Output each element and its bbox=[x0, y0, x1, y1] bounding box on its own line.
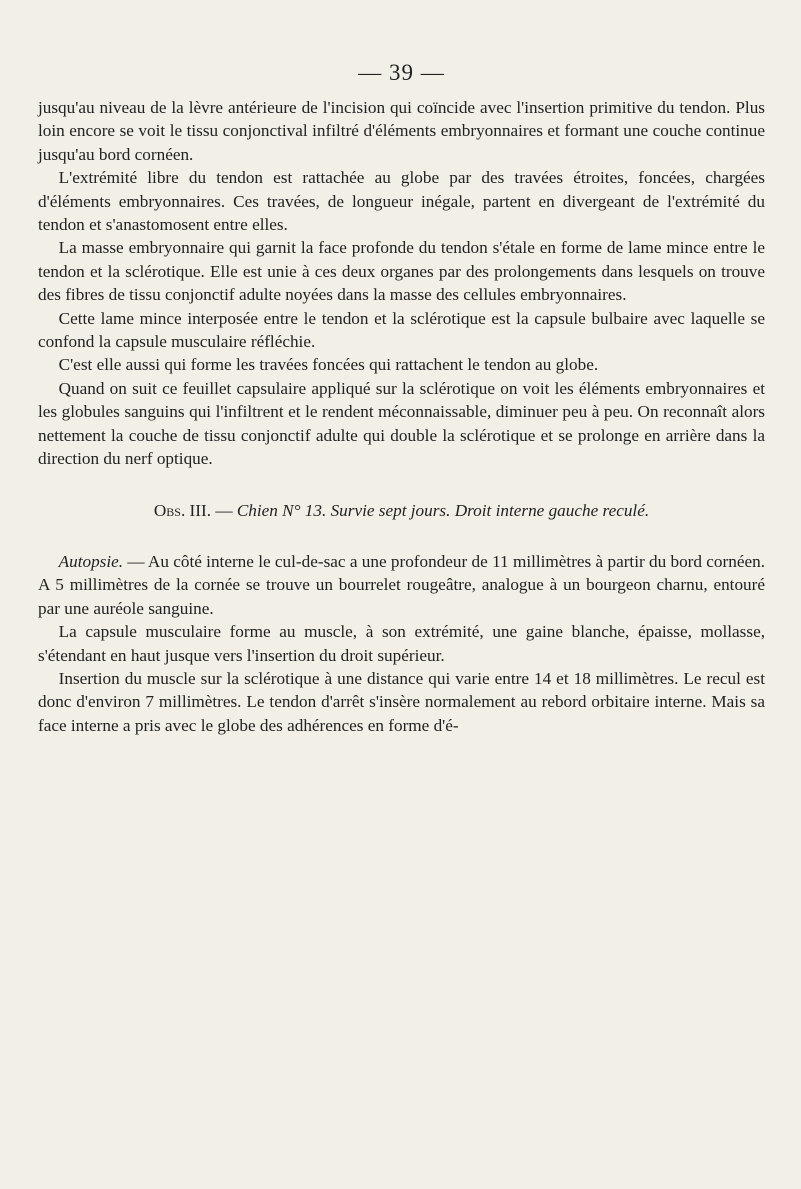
autopsy-paragraph-2: La capsule musculaire forme au muscle, à son extrémité, une gaine blanche, épaisse, mollasse, s'étendant en haut jusque vers l'insertion du droit supérieur. bbox=[38, 622, 765, 665]
paragraph-3: La masse embryonnaire qui garnit la face profonde du tendon s'étale en forme de lame mince entre le tendon et la sclérotique. Elle est unie à ces deux organes par des prolongements dans lesquels on trouve des fibres de tissu conjonctif adulte noyées dans la masse des cellules embryonnaires. bbox=[38, 238, 765, 305]
page-number: — 39 — bbox=[358, 60, 445, 85]
paragraph-2: L'extrémité libre du tendon est rattachée au globe par des travées étroites, foncées, chargées d'éléments embryonnaires. Ces travées, de longueur inégale, partent en divergeant de l'extrémité du tendon et s'anastomosent entre elles. bbox=[38, 168, 765, 235]
observation-heading bbox=[38, 499, 765, 522]
paragraph-1: jusqu'au niveau de la lèvre antérieure de l'incision qui coïncide avec l'insertion primitive du tendon. Plus loin encore se voit le tissu conjonctival infiltré d'éléments embryonnaires et formant une couche continue jusqu'au bord cornéen. bbox=[38, 98, 765, 164]
paragraph-5: C'est elle aussi qui forme les travées foncées qui rattachent le tendon au globe. bbox=[58, 355, 599, 375]
observation-dash: — bbox=[211, 500, 237, 520]
body-text-autopsy bbox=[38, 550, 765, 737]
autopsy-paragraph-3: Insertion du muscle sur la sclérotique à une distance qui varie entre 14 et 18 millimètres. Le recul est donc d'environ 7 millimètres. Le tendon d'arrêt s'insère normalement au rebord orbitaire interne. Mais sa face interne a pris avec le globe des adhérences en forme d'é- bbox=[38, 668, 765, 735]
body-text-top bbox=[38, 96, 765, 471]
paragraph-6: Quand on suit ce feuillet capsulaire appliqué sur la sclérotique on voit les éléments embryonnaires et les globules sanguins qui l'infiltrent et le rendent méconnaissable, diminuer peu à peu. On reconnaît alors nettement la couche de tissu conjonctif adulte qui double la sclérotique et se prolonge en arrière dans la direction du nerf optique. bbox=[38, 378, 765, 469]
autopsy-lead: Autopsie. bbox=[58, 551, 124, 571]
autopsy-first-text: — Au côté interne le cul-de-sac a une profondeur de 11 millimètres à partir du bord cornéen. A 5 millimètres de la cornée se trouve un bourrelet rougeâtre, analogue à un bourgeon charnu, entouré par une auréole sanguine. bbox=[38, 551, 765, 618]
observation-label: Obs. III. bbox=[153, 500, 212, 520]
observation-title: Chien N° 13. Survie sept jours. Droit interne gauche reculé. bbox=[236, 500, 650, 520]
autopsy-paragraph-1 bbox=[38, 550, 765, 620]
paragraph-4: Cette lame mince interposée entre le tendon et la sclérotique est la capsule bulbaire avec laquelle se confond la capsule musculaire réfléchie. bbox=[38, 308, 765, 352]
